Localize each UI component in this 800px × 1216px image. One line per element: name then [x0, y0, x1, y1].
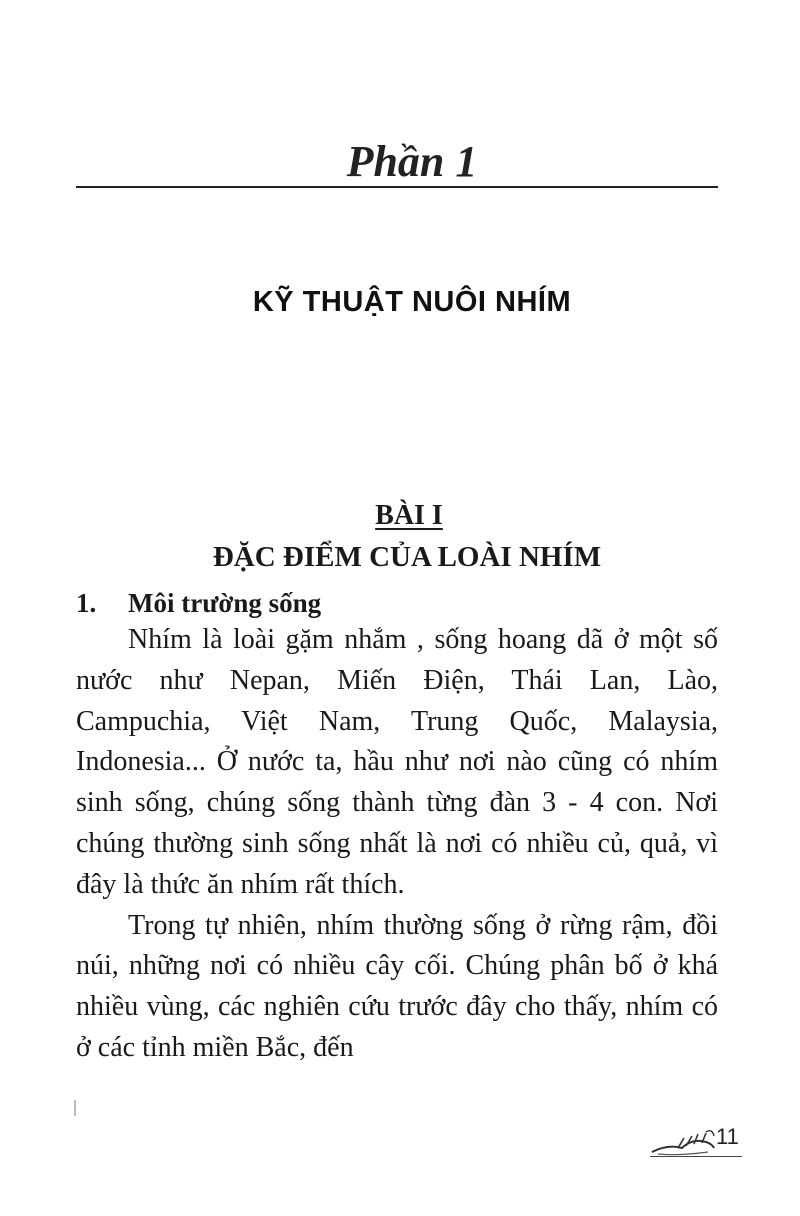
body-text [76, 620, 718, 1069]
page-number: 11 [716, 1124, 739, 1149]
section-number: 1. [76, 588, 97, 618]
lesson-label-text: BÀI I [375, 500, 443, 531]
footer-rule [650, 1156, 742, 1157]
paragraph: Trong tự nhiên, nhím thường sống ở rừng rậm, đồi núi, những nơi có nhiều cây cối. Chúng phân bố ở khá nhiều vùng, các nghiên cứu trước đây cho thấy, nhím có ở các tỉnh miền Bắc, đến [76, 909, 718, 1063]
part-title-rule [76, 186, 718, 188]
paragraph: Nhím là loài gặm nhắm , sống hoang dã ở một số nước như Nepan, Miến Điện, Thái Lan, Lào, Campuchia, Việt Nam, Trung Quốc, Malaysia, Indonesia... Ở nước ta, hầu như nơi nào cũng có nhím sinh sống, chúng sống thành từng đàn 3 - 4 con. Nơi chúng thường sinh sống nhất là nơi có nhiều củ, quả, vì đây là thức ăn nhím rất thích. [76, 624, 718, 900]
section-heading [76, 584, 718, 622]
margin-mark [74, 1100, 76, 1116]
lesson-label [0, 498, 800, 534]
chapter-title: KỸ THUẬT NUÔI NHÍM [252, 286, 572, 318]
lesson-title: ĐẶC ĐIỂM CỦA LOÀI NHÍM [212, 541, 602, 573]
part-title: Phần 1 [346, 137, 478, 186]
section-title: Môi trường sống [128, 588, 322, 618]
